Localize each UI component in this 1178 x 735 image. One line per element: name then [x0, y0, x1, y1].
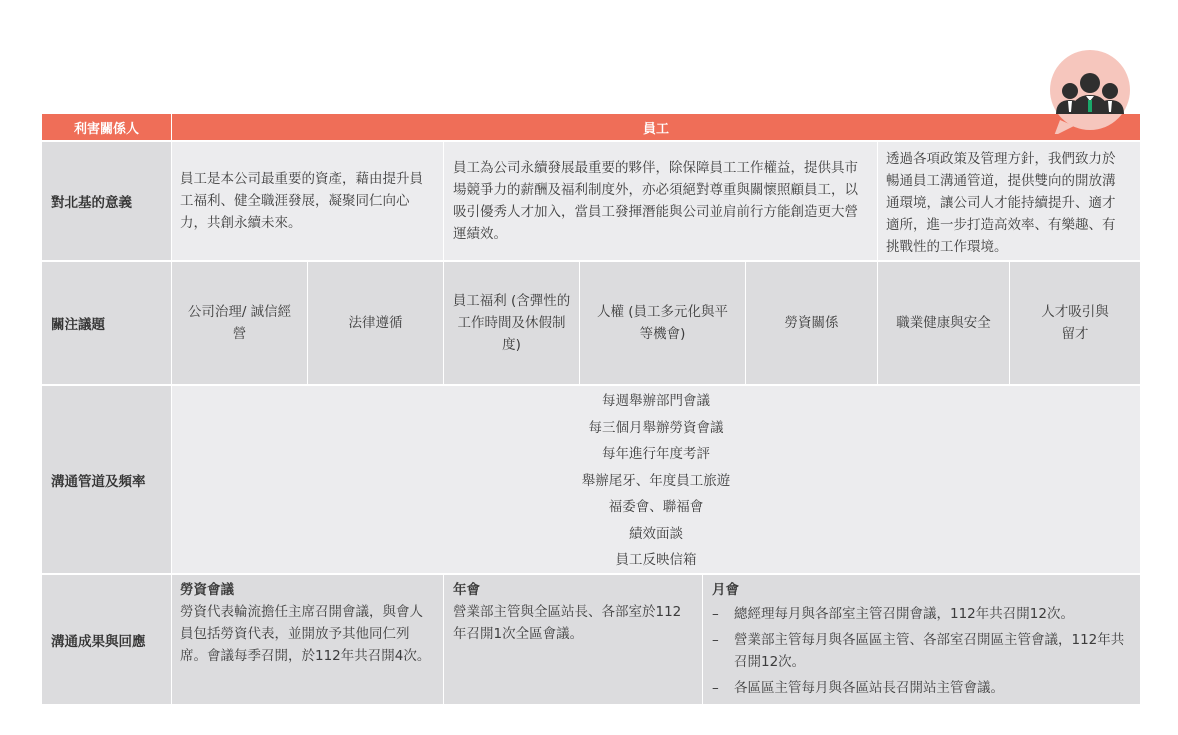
- monthly-meeting-item: [712, 677, 1132, 699]
- results-label: 溝通成果與回應: [42, 575, 171, 704]
- monthly-meeting-item-text: 總經理每月與各部室主管召開會議，112年共召開12次。: [734, 606, 1074, 622]
- annual-meeting-title: 年會: [453, 582, 480, 598]
- topic-item-1: [172, 262, 307, 384]
- dash-bullet: –: [712, 680, 719, 696]
- topic-text-5: 勞資關係: [784, 315, 839, 331]
- stakeholder-header-value: 員工: [172, 114, 1140, 140]
- topic-item-3: [444, 262, 579, 384]
- topic-text-1: 公司治理/ 誠信經營: [187, 304, 292, 342]
- significance-text-2: [444, 142, 877, 260]
- topic-text-7: 人才吸引與留才: [1041, 304, 1109, 342]
- labor-meeting-title: 勞資會議: [180, 582, 234, 598]
- channel-item: 每三個月舉辦勞資會議: [588, 419, 724, 436]
- channel-item: 每週舉辦部門會議: [602, 393, 710, 409]
- monthly-meeting-item-text: 營業部主管每月與各區區主管、各部室召開區主管會議，112年共召開12次。: [734, 632, 1125, 670]
- topics-label: 關注議題: [42, 262, 171, 384]
- topic-text-6: 職業健康與安全: [896, 315, 991, 331]
- topic-text-2: 法律遵循: [348, 315, 403, 331]
- channel-item: 績效面談: [629, 525, 683, 542]
- labor-meeting-text: 勞資代表輪流擔任主席召開會議，與會人員包括勞資代表，並開放予其他同仁列席。會議每季召開，於112年共召開4次。: [180, 604, 431, 664]
- significance-paragraph-3: 透過各項政策及管理方針，我們致力於暢通員工溝通管道，提供雙向的開放溝通環境，讓公司人才能持續提升、適才適所，進一步打造高效率、有樂趣、有挑戰性的工作環境。: [886, 151, 1116, 255]
- labor-meeting-cell: [172, 575, 443, 704]
- significance-paragraph-1: 員工是本公司最重要的資產，藉由提升員工福利、健全職涯發展，凝聚同仁向心力，共創永續未來。: [180, 171, 423, 231]
- monthly-meeting-item-text: 各區區主管每月與各區站長召開站主管會議。: [734, 680, 1004, 696]
- topic-text-3: 員工福利 (含彈性的工作時間及休假制度): [452, 293, 571, 353]
- group-people-icon: [1048, 50, 1132, 134]
- channel-item: 舉辦尾牙、年度員工旅遊: [581, 472, 731, 489]
- significance-paragraph-2: 員工為公司永續發展最重要的夥伴，除保障員工工作權益，提供具市場競爭力的薪酬及福利制度外，亦必須絕對尊重與關懷照顧員工，以吸引優秀人才加入，當員工發揮潛能與公司並肩前行方能創造更大營運績效。: [453, 160, 858, 242]
- monthly-meeting-title: 月會: [712, 582, 739, 598]
- significance-label: 對北基的意義: [42, 142, 171, 260]
- topic-item-7: [1010, 262, 1140, 384]
- dash-bullet: –: [712, 632, 719, 648]
- annual-meeting-text: 營業部主管與全區站長、各部室於112年召開1次全區會議。: [453, 604, 682, 642]
- topic-text-4: 人權 (員工多元化與平等機會): [596, 304, 729, 342]
- channels-label: 溝通管道及頻率: [42, 386, 171, 573]
- monthly-meeting-item: [712, 603, 1132, 625]
- topic-item-5: [746, 262, 877, 384]
- significance-text-1: [172, 142, 443, 260]
- monthly-meeting-cell: [703, 575, 1140, 704]
- monthly-meeting-item: [712, 629, 1132, 673]
- significance-text-3: [878, 142, 1140, 260]
- channels-list: [172, 386, 1140, 573]
- topic-item-2: [308, 262, 443, 384]
- topic-item-6: [878, 262, 1009, 384]
- channel-item: 員工反映信箱: [615, 552, 697, 568]
- stakeholder-header-label: 利害關係人: [42, 114, 171, 140]
- channel-item: 每年進行年度考評: [602, 446, 710, 462]
- topic-item-4: [580, 262, 745, 384]
- dash-bullet: –: [712, 606, 719, 622]
- channel-item: 福委會、聯福會: [608, 499, 704, 515]
- annual-meeting-cell: [444, 575, 702, 704]
